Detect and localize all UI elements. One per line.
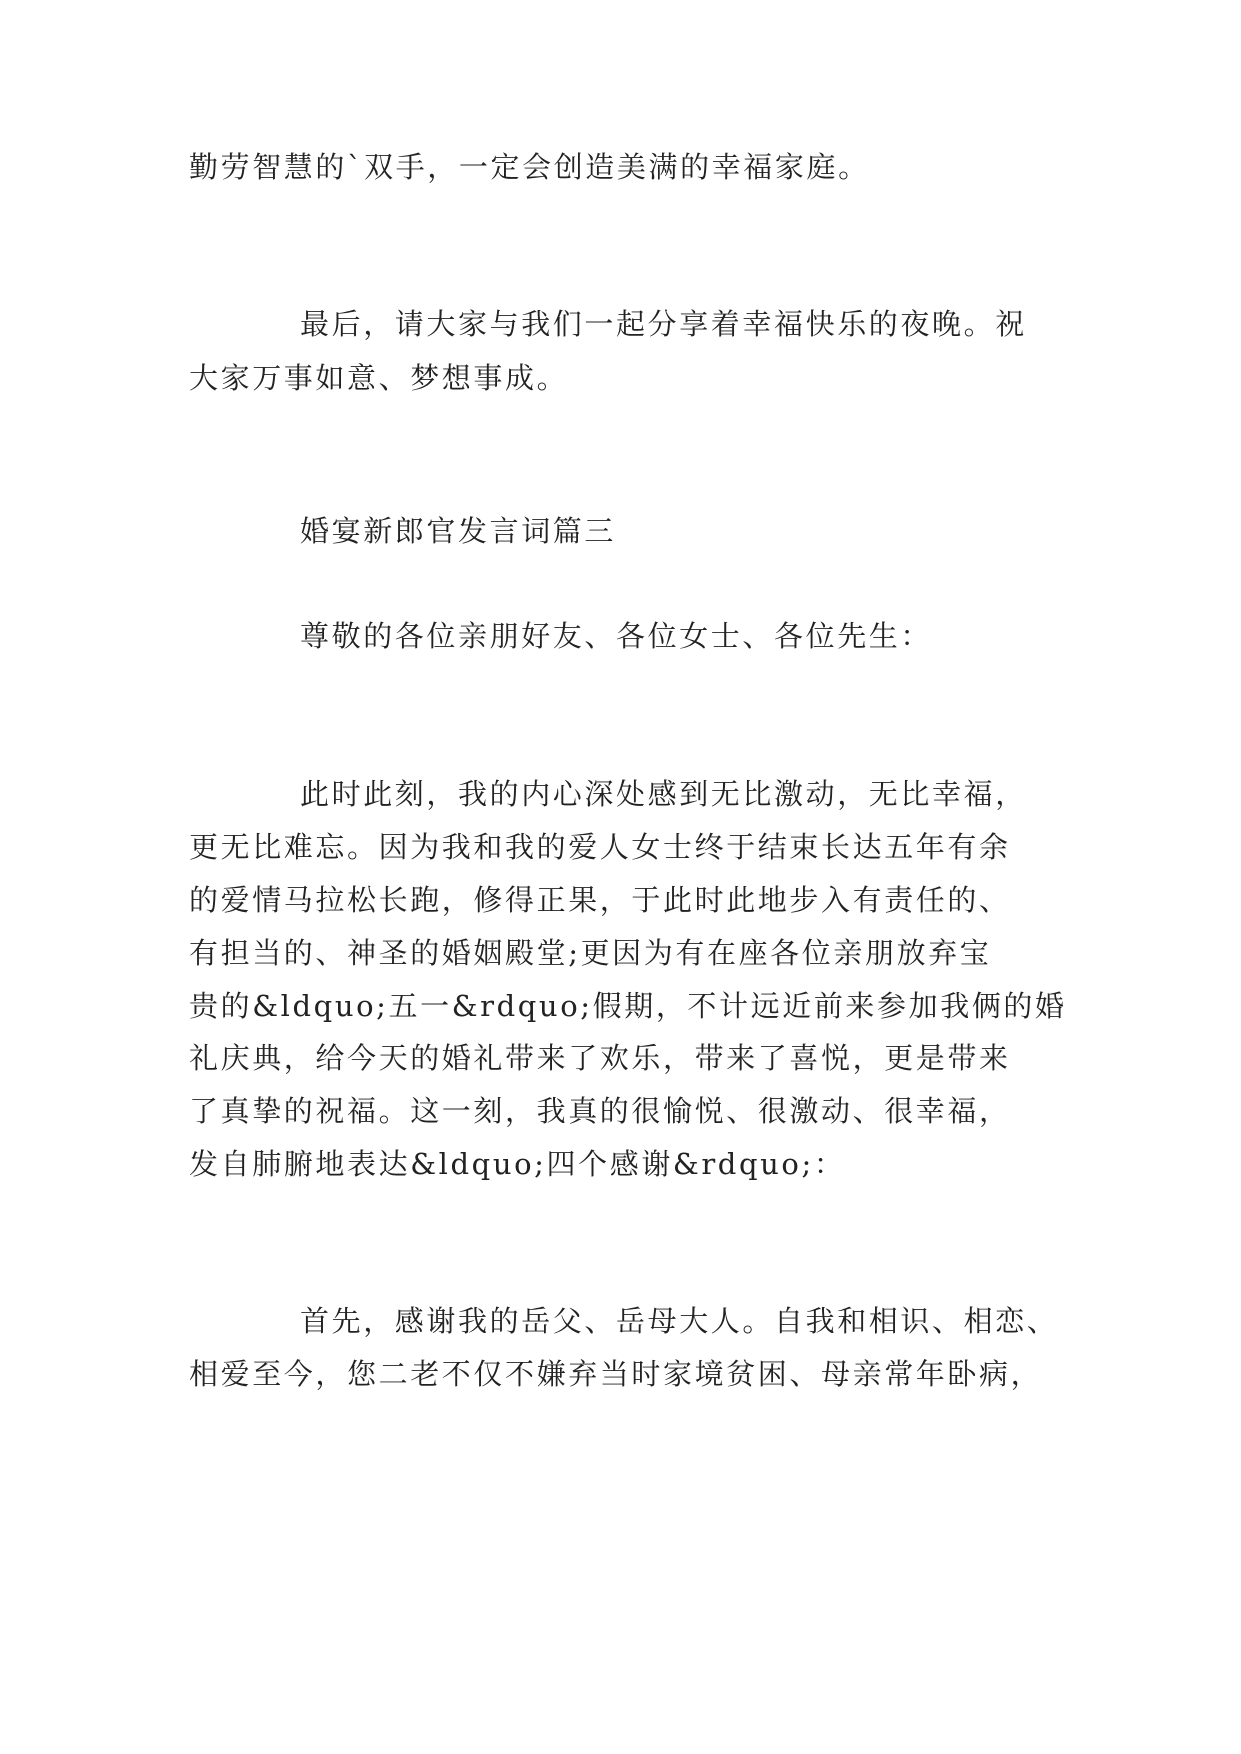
paragraph-line: 有担当的、神圣的婚姻殿堂;更因为有在座各位亲朋放弃宝 — [189, 936, 992, 970]
paragraph-line: 勤劳智慧的`双手，一定会创造美满的幸福家庭。 — [189, 150, 870, 184]
paragraph-line: 首先，感谢我的岳父、岳母大人。自我和相识、相恋、 — [300, 1304, 1059, 1338]
paragraph-line: 最后，请大家与我们一起分享着幸福快乐的夜晚。祝 — [300, 307, 1027, 341]
paragraph-line: 相爱至今，您二老不仅不嫌弃当时家境贫困、母亲常年卧病， — [189, 1357, 1043, 1391]
paragraph-line: 的爱情马拉松长跑，修得正果，于此时此地步入有责任的、 — [189, 883, 1011, 917]
section-heading: 婚宴新郎官发言词篇三 — [300, 514, 617, 548]
paragraph-line: 贵的&ldquo;五一&rdquo;假期，不计远近前来参加我俩的婚 — [189, 989, 1067, 1023]
paragraph-line: 了真挚的祝福。这一刻，我真的很愉悦、很激动、很幸福， — [189, 1094, 1011, 1128]
paragraph-line: 此时此刻，我的内心深处感到无比激动，无比幸福， — [300, 777, 1027, 811]
paragraph-line: 更无比难忘。因为我和我的爱人女士终于结束长达五年有余 — [189, 830, 1011, 864]
salutation-line: 尊敬的各位亲朋好友、各位女士、各位先生： — [300, 619, 933, 653]
paragraph-line: 大家万事如意、梦想事成。 — [189, 361, 569, 395]
paragraph-line: 礼庆典，给今天的婚礼带来了欢乐，带来了喜悦，更是带来 — [189, 1041, 1011, 1075]
paragraph-line: 发自肺腑地表达&ldquo;四个感谢&rdquo;： — [189, 1147, 846, 1181]
